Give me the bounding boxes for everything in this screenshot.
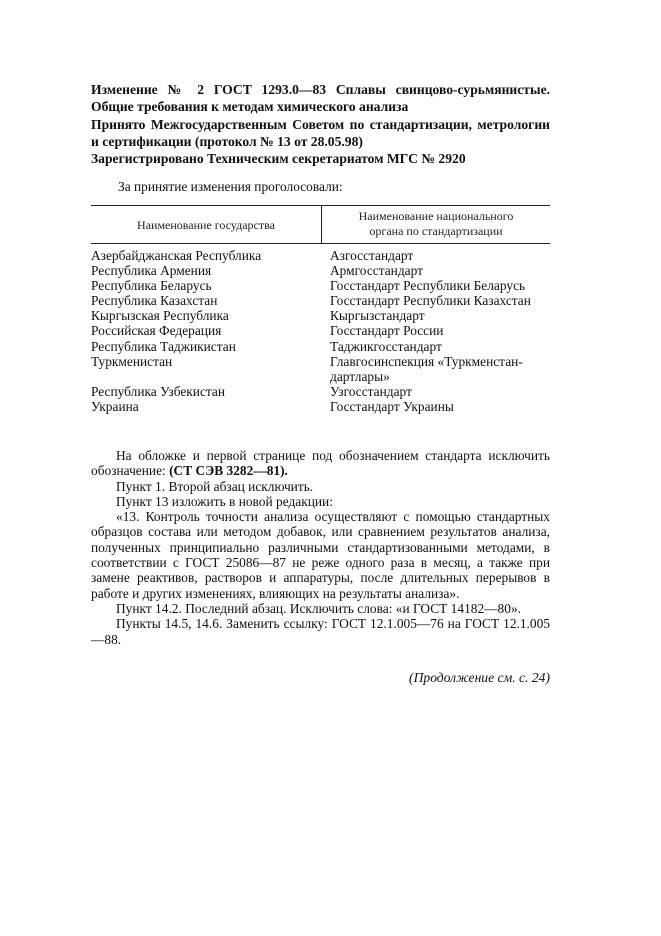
state-name: Туркменистан (91, 353, 173, 369)
table-row (91, 308, 550, 323)
col-header-body-line2: органа по стандартизации (369, 224, 503, 238)
paragraph-items-14-5-14-6: Пункты 14.5, 14.6. Заменить ссылку: ГОСТ 12.1.005—76 на ГОСТ 12.1.005—88. (91, 616, 550, 647)
state-name: Кыргызская Республика (91, 308, 229, 324)
standards-body: Азгосстандарт (330, 248, 414, 263)
paragraph-cover-text: На обложке и первой странице под обозначением стандарта исключить обозначение: (91, 448, 550, 479)
standards-body-line2: дартлары» (330, 368, 390, 384)
standards-body: Таджикгосстандарт (330, 338, 442, 354)
standards-body: Госстандарт Республики Казахстан (330, 293, 531, 309)
standards-body: Госстандарт России (330, 323, 444, 339)
standards-body: Узгосстандарт (330, 383, 412, 399)
registration-note: Зарегистрировано Техническим секретариатом МГС № 2920 (91, 151, 466, 166)
table-row (91, 293, 550, 308)
table-row (91, 384, 550, 399)
standards-body-line1: Главгосинспекция «Туркменстан- (330, 353, 523, 369)
state-name: Республика Казахстан (91, 293, 218, 309)
table-row (91, 248, 550, 263)
paragraph-cover (91, 448, 550, 479)
state-name: Азербайджанская Республика (91, 248, 262, 263)
table-row (91, 339, 550, 354)
col-header-body-line1: Наименование национального (358, 209, 514, 223)
standards-body (330, 354, 550, 384)
continuation-note: (Продолжение см. с. 24) (409, 670, 550, 685)
col-header-body (322, 209, 550, 239)
table-row (91, 399, 550, 414)
paragraph-item-13: Пункт 13 изложить в новой редакции: (116, 493, 333, 509)
state-name: Республика Армения (91, 263, 212, 279)
voting-table (91, 248, 550, 414)
change-title: Изменение № 2 ГОСТ 1293.0—83 Сплавы свинцово-сурьмянистые. Общие требования к методам химического анализа (91, 82, 550, 114)
paragraph-item-14-2: Пункт 14.2. Последний абзац. Исключить слова: «и ГОСТ 14182—80». (116, 600, 521, 616)
paragraph-item-13-text: «13. Контроль точности анализа осуществляют с помощью стандартных образцов состава или методом добавок, или сравнением результатов анализа, полученных принципиально различными стандартизованными методами, в соответствии с ГОСТ 25086—87 не реже одного раза в месяц, а также при замене реактивов, растворов и аппаратуры, после длительных перерывов в работе и других изменениях, влияющих на результаты анализа». (91, 509, 550, 601)
table-row (91, 263, 550, 278)
state-name: Российская Федерация (91, 323, 222, 339)
table-header-rule (91, 243, 550, 244)
standards-body: Госстандарт Республики Беларусь (330, 278, 526, 294)
table-row (91, 278, 550, 293)
state-name: Республика Узбекистан (91, 383, 226, 399)
standards-body: Кыргызстандарт (330, 308, 425, 324)
state-name: Республика Таджикистан (91, 338, 236, 354)
standards-body: Госстандарт Украины (330, 398, 454, 414)
table-row (91, 323, 550, 338)
state-name: Республика Беларусь (91, 278, 212, 294)
col-header-state: Наименование государства (137, 218, 275, 232)
state-name: Украина (91, 398, 139, 414)
vote-intro: За принятие изменения проголосовали: (118, 179, 343, 194)
paragraph-item-1: Пункт 1. Второй абзац исключить. (116, 478, 314, 494)
cmea-designation: (СТ СЭВ 3282—81). (169, 463, 288, 479)
adopted-by: Принято Межгосударственным Советом по стандартизации, метрологии и сертификации (протокол № 13 от 28.05.98) (91, 117, 550, 149)
table-row (91, 354, 550, 384)
standards-body: Армгосстандарт (330, 263, 423, 279)
amendment-text (91, 448, 550, 647)
